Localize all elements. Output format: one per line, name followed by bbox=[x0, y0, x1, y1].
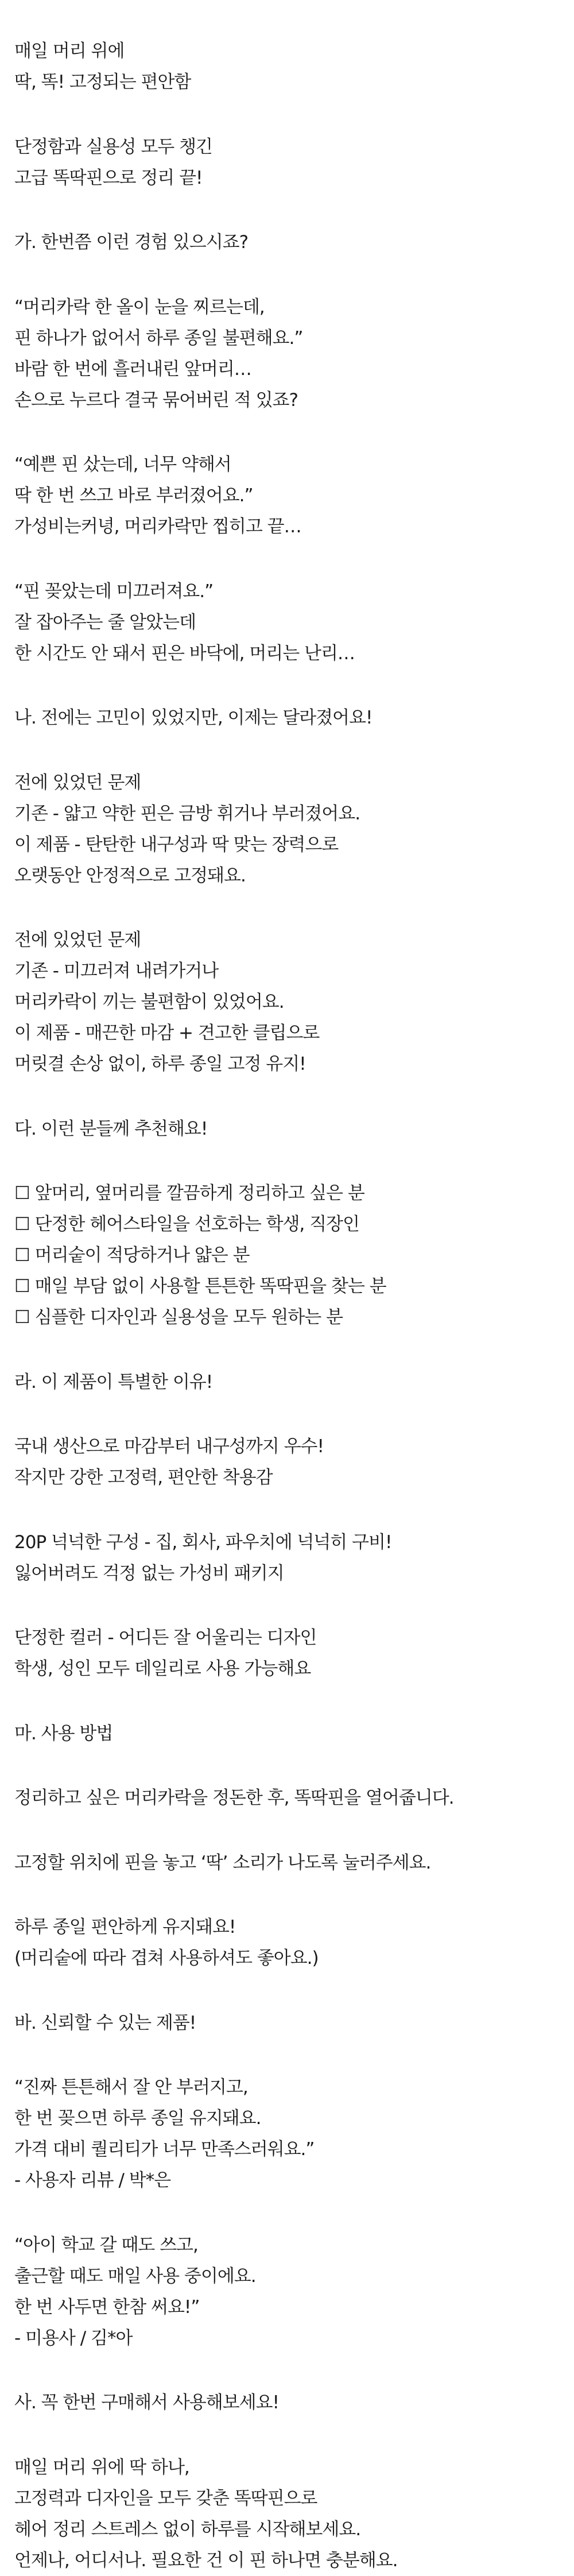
text-line: 기존 - 얇고 약한 핀은 금방 휘거나 부러졌어요. bbox=[14, 803, 360, 824]
text-line: 머리카락이 끼는 불편함이 있었어요. bbox=[14, 992, 284, 1012]
text-line: 마. 사용 방법 bbox=[14, 1723, 113, 1744]
text-line: 가격 대비 퀄리티가 너무 만족스러워요.” bbox=[14, 2139, 315, 2160]
text-line: 사. 꼭 한번 구매해서 사용해보세요! bbox=[14, 2392, 279, 2413]
text-line: 바. 신뢰할 수 있는 제품! bbox=[14, 2012, 196, 2033]
text-line: 딱 한 번 쓰고 바로 부러졌어요.” bbox=[14, 485, 253, 506]
section-heading bbox=[14, 227, 574, 258]
text-line: 머릿결 손상 없이, 하루 종일 고정 유지! bbox=[14, 1054, 306, 1074]
intro-block bbox=[14, 36, 574, 98]
paragraph-block bbox=[14, 292, 574, 416]
checklist-item: ☐ 매일 부담 없이 사용할 튼튼한 똑딱핀을 찾는 분 bbox=[14, 1276, 386, 1297]
text-line: 작지만 강한 고정력, 편안한 착용감 bbox=[14, 1467, 273, 1488]
text-line: 매일 머리 위에 bbox=[14, 41, 125, 61]
section-heading bbox=[14, 702, 574, 733]
review-block bbox=[14, 2072, 574, 2196]
text-line: 핀 하나가 없어서 하루 종일 불편해요.” bbox=[14, 327, 303, 349]
text-line: “머리카락 한 올이 눈을 찌르는데, bbox=[14, 296, 265, 318]
text-line: (머리숱에 따라 겹쳐 사용하셔도 좋아요.) bbox=[14, 1948, 319, 1968]
paragraph-block bbox=[14, 576, 574, 669]
text-line: 단정한 컬러 - 어디든 잘 어울리는 디자인 bbox=[14, 1627, 317, 1648]
text-line: - 미용사 / 김*아 bbox=[14, 2327, 133, 2349]
text-line: 딱, 똑! 고정되는 편안함 bbox=[14, 72, 191, 92]
paragraph-block bbox=[14, 1431, 574, 1493]
text-line: 손으로 누르다 결국 묶어버린 적 있죠? bbox=[14, 389, 298, 411]
checklist-item: ☐ 심플한 디자인과 실용성을 모두 원하는 분 bbox=[14, 1307, 343, 1328]
text-line: 단정함과 실용성 모두 챙긴 bbox=[14, 136, 212, 157]
text-line: 오랫동안 안정적으로 고정돼요. bbox=[14, 865, 246, 886]
text-line: 이 제품 - 탄탄한 내구성과 딱 맞는 장력으로 bbox=[14, 834, 339, 855]
text-line: 나. 전에는 고민이 있었지만, 이제는 달라졌어요! bbox=[14, 707, 373, 728]
text-line: 한 번 꽂으면 하루 종일 유지돼요. bbox=[14, 2108, 261, 2129]
section-heading bbox=[14, 1718, 574, 1749]
paragraph-block bbox=[14, 1847, 574, 1878]
text-line: 다. 이런 분들께 추천해요! bbox=[14, 1118, 208, 1139]
review-block bbox=[14, 2230, 574, 2354]
section-heading bbox=[14, 2387, 574, 2418]
paragraph-block bbox=[14, 1912, 574, 1974]
paragraph-block bbox=[14, 767, 574, 891]
text-line: 고정력과 디자인을 모두 갖춘 똑딱핀으로 bbox=[14, 2488, 317, 2509]
text-line: “진짜 튼튼해서 잘 안 부러지고, bbox=[14, 2077, 248, 2098]
paragraph-block bbox=[14, 1527, 574, 1589]
checklist-item: ☐ 앞머리, 옆머리를 깔끔하게 정리하고 싶은 분 bbox=[14, 1183, 364, 1204]
paragraph-block bbox=[14, 2452, 574, 2576]
text-line: “예쁜 핀 샀는데, 너무 약해서 bbox=[14, 454, 231, 475]
text-line: 라. 이 제품이 특별한 이유! bbox=[14, 1371, 213, 1393]
text-line: 한 시간도 안 돼서 핀은 바닥에, 머리는 난리… bbox=[14, 643, 355, 664]
text-line: 20P 넉넉한 구성 - 집, 회사, 파우치에 넉넉히 구비! bbox=[14, 1531, 392, 1553]
text-line: 헤어 정리 스트레스 없이 하루를 시작해보세요. bbox=[14, 2519, 361, 2540]
text-line: 전에 있었던 문제 bbox=[14, 930, 141, 950]
text-line: 고정할 위치에 핀을 놓고 ‘딱’ 소리가 나도록 눌러주세요. bbox=[14, 1852, 431, 1873]
checklist-item: ☐ 머리숱이 적당하거나 얇은 분 bbox=[14, 1245, 250, 1266]
checklist-item: ☐ 단정한 헤어스타일을 선호하는 학생, 직장인 bbox=[14, 1214, 359, 1235]
text-line: 잃어버려도 걱정 없는 가성비 패키지 bbox=[14, 1562, 284, 1584]
text-line: 학생, 성인 모두 데일리로 사용 가능해요 bbox=[14, 1658, 311, 1679]
text-line: 이 제품 - 매끈한 마감 + 견고한 클립으로 bbox=[14, 1023, 320, 1043]
paragraph-block bbox=[14, 1782, 574, 1813]
paragraph-block bbox=[14, 925, 574, 1080]
text-line: “핀 꽂았는데 미끄러져요.” bbox=[14, 581, 214, 602]
text-line: 잘 잡아주는 줄 알았는데 bbox=[14, 612, 196, 633]
text-line: “아이 학교 갈 때도 쓰고, bbox=[14, 2234, 198, 2256]
text-line: 정리하고 싶은 머리카락을 정돈한 후, 똑딱핀을 열어줍니다. bbox=[14, 1788, 454, 1808]
text-line: 매일 머리 위에 딱 하나, bbox=[14, 2457, 189, 2478]
text-line: 바람 한 번에 흘러내린 앞머리… bbox=[14, 358, 251, 380]
intro-block bbox=[14, 131, 574, 194]
text-line: 고급 똑딱핀으로 정리 끝! bbox=[14, 167, 203, 188]
section-heading bbox=[14, 1367, 574, 1398]
paragraph-block bbox=[14, 449, 574, 542]
checklist-block bbox=[14, 1178, 574, 1333]
text-line: 국내 생산으로 마감부터 내구성까지 우수! bbox=[14, 1436, 324, 1457]
text-line: 출근할 때도 매일 사용 중이에요. bbox=[14, 2265, 256, 2287]
text-line: 하루 종일 편안하게 유지돼요! bbox=[14, 1917, 236, 1937]
section-heading bbox=[14, 1113, 574, 1144]
text-line: - 사용자 리뷰 / 박*은 bbox=[14, 2170, 171, 2191]
text-line: 가. 한번쯤 이런 경험 있으시죠? bbox=[14, 232, 249, 253]
text-line: 언제나, 어디서나. 필요한 건 이 핀 하나면 충분해요. bbox=[14, 2550, 398, 2571]
paragraph-block bbox=[14, 1622, 574, 1684]
section-heading bbox=[14, 2008, 574, 2039]
text-line: 한 번 사두면 한참 써요!” bbox=[14, 2296, 200, 2318]
text-line: 가성비는커녕, 머리카락만 찝히고 끝… bbox=[14, 516, 301, 537]
text-line: 전에 있었던 문제 bbox=[14, 772, 141, 793]
text-line: 기존 - 미끄러져 내려가거나 bbox=[14, 961, 219, 981]
